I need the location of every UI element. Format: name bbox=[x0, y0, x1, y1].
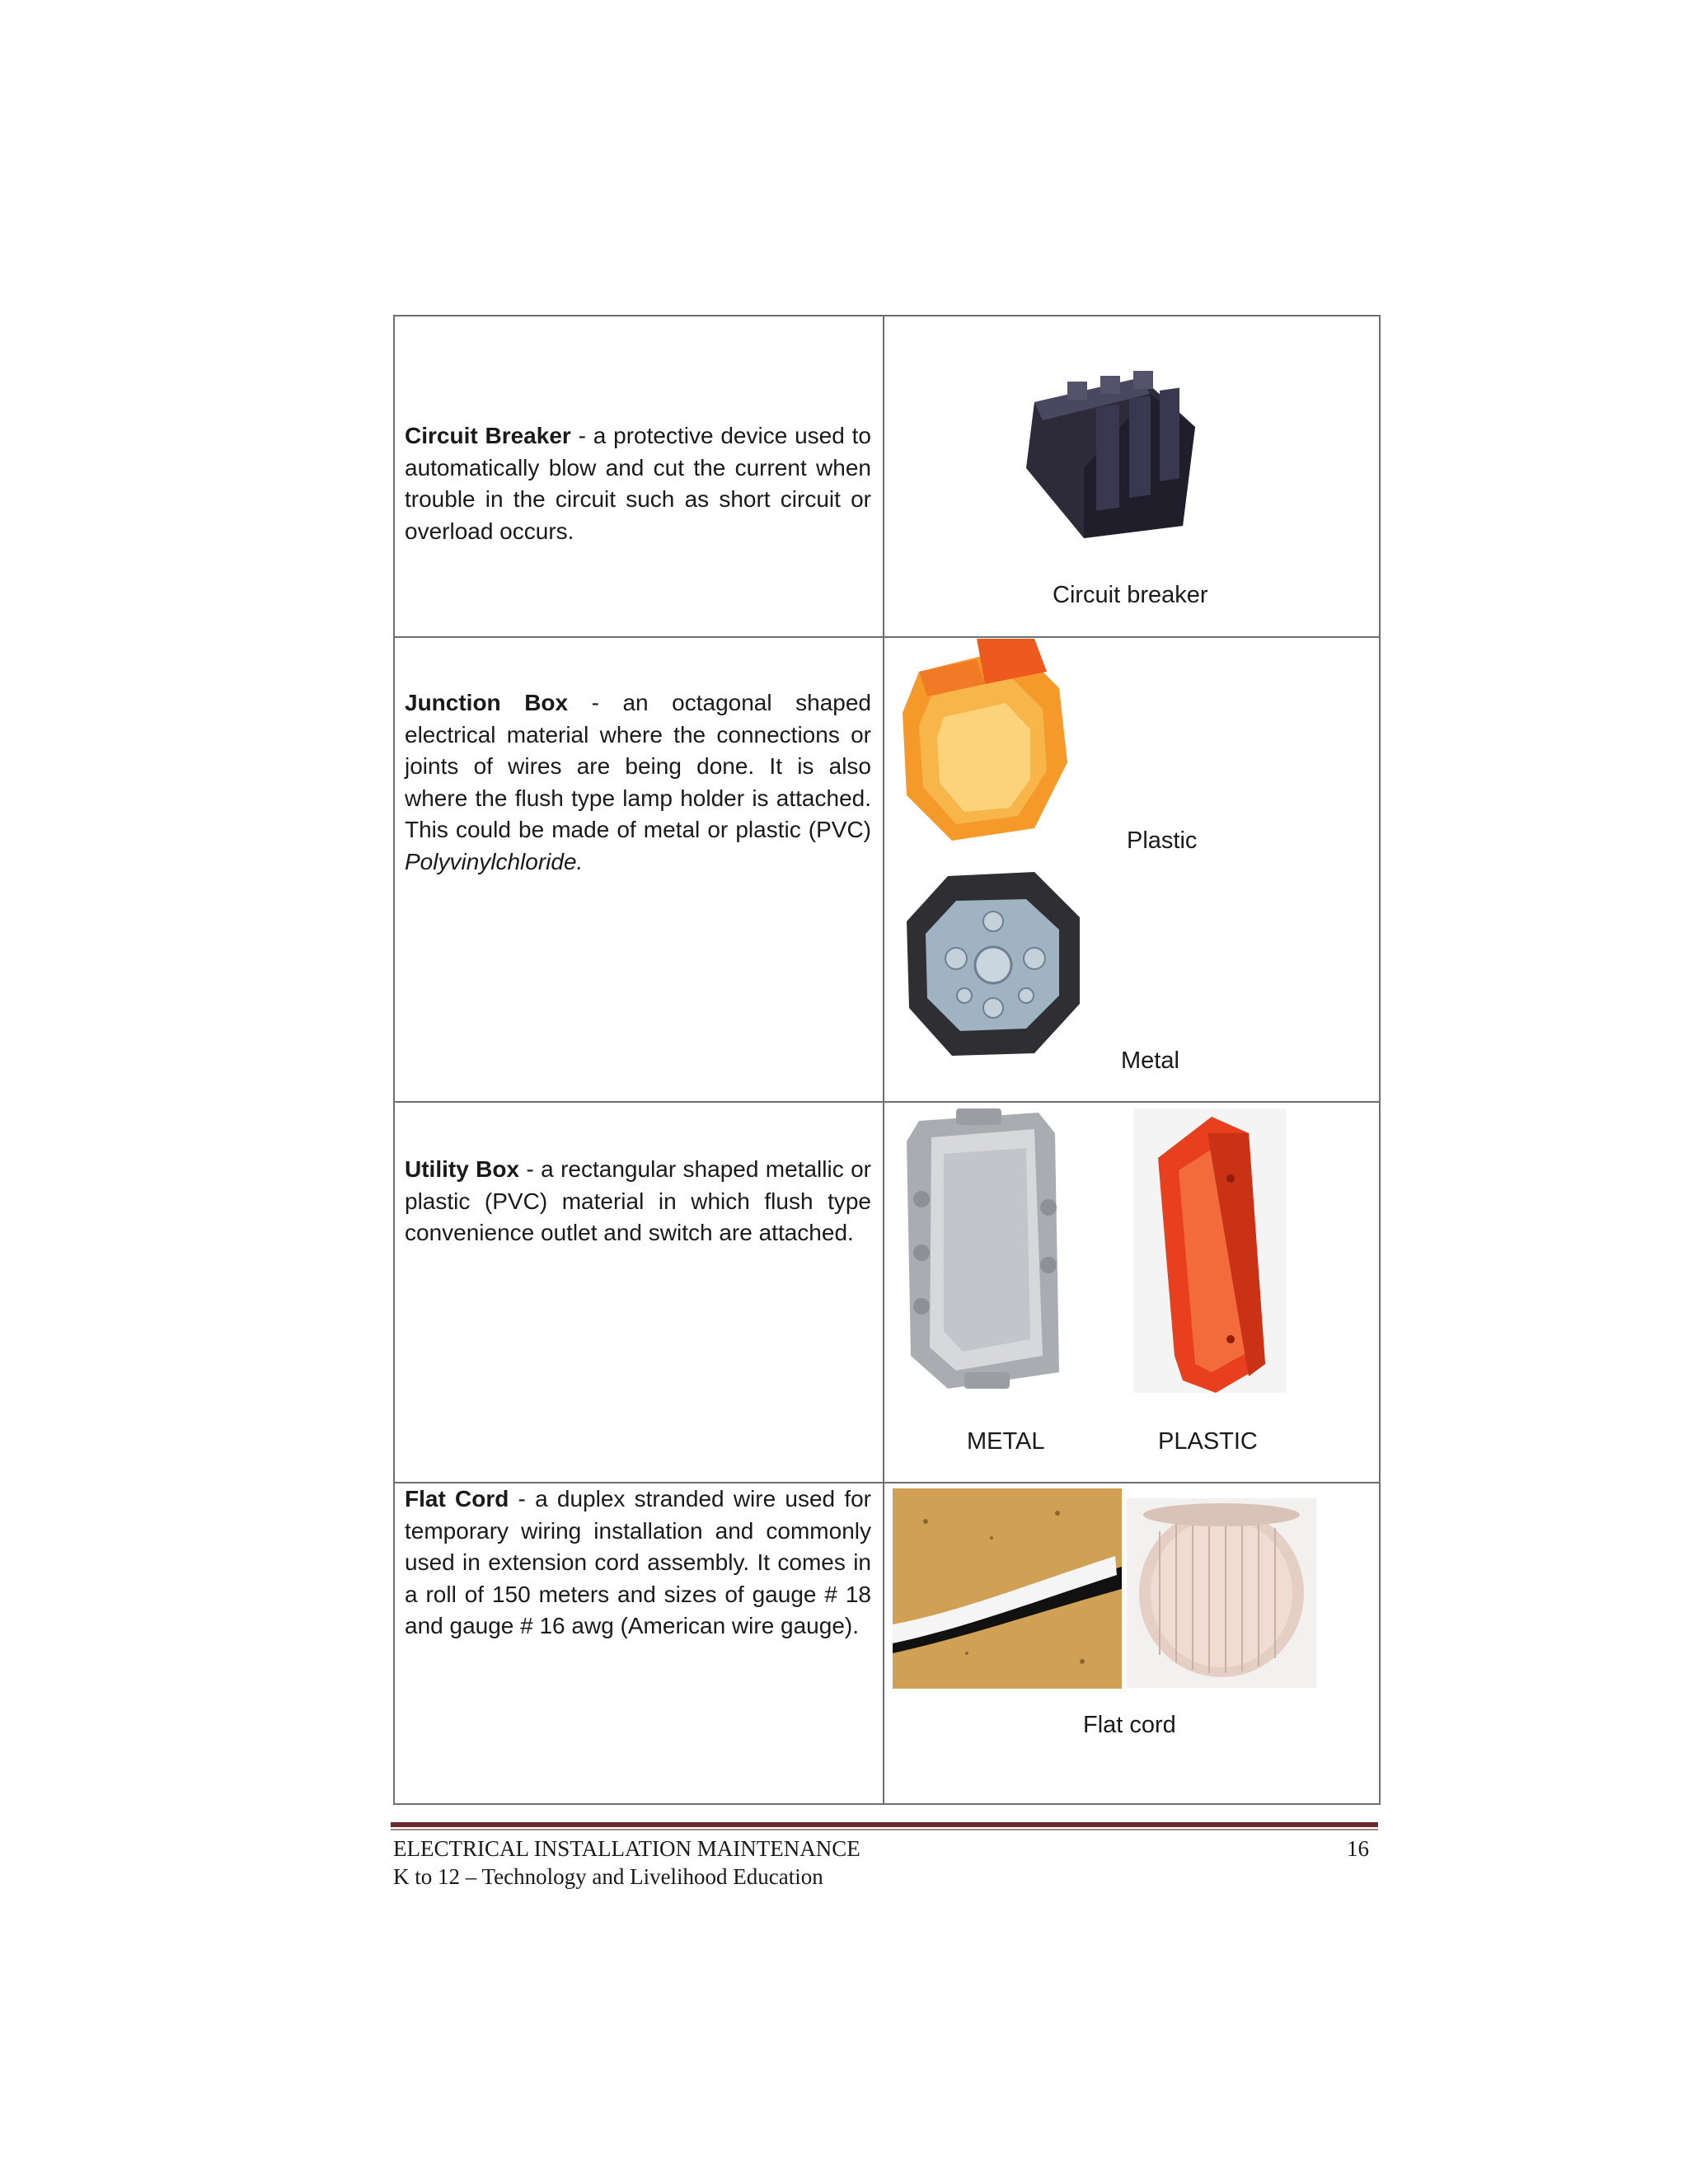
junction-box-description bbox=[405, 687, 871, 879]
junction-box-definition-italic: Polyvinylchloride. bbox=[405, 848, 584, 874]
footer-subtitle: K to 12 – Technology and Livelihood Education bbox=[393, 1864, 823, 1889]
plastic-utility-box-photo bbox=[1133, 1108, 1286, 1393]
utility-box-term: Utility Box bbox=[405, 1156, 520, 1182]
flat-cord-caption: Flat cord bbox=[1083, 1712, 1176, 1738]
metal-utility-box-photo bbox=[898, 1108, 1067, 1393]
utility-box-description bbox=[405, 1154, 871, 1249]
metal-junction-caption: Metal bbox=[1121, 1047, 1179, 1074]
row-divider bbox=[395, 636, 1379, 638]
footer-rule bbox=[391, 1822, 1378, 1827]
flat-cord-description bbox=[405, 1483, 871, 1643]
plastic-junction-caption: Plastic bbox=[1127, 827, 1198, 854]
column-divider bbox=[883, 316, 884, 1803]
circuit-breaker-caption: Circuit breaker bbox=[1053, 582, 1208, 608]
utility-box-definition: - a rectangular shaped metallic or plastic (PVC) material in which flush type convenience outlet and switch are attached. bbox=[405, 1156, 871, 1246]
flat-cord-photo bbox=[893, 1488, 1122, 1689]
metal-junction-box-photo bbox=[903, 868, 1088, 1057]
flat-cord-definition: - a duplex stranded wire used for temporary wiring installation and commonly used in extension cord assembly. It comes in a roll of 150 meters and sizes of gauge # 18 and gauge # 16 awg (American wire gauge). bbox=[405, 1486, 871, 1639]
footer-title: ELECTRICAL INSTALLATION MAINTENANCE bbox=[393, 1836, 860, 1861]
flat-cord-term: Flat Cord bbox=[405, 1486, 509, 1511]
row-divider bbox=[395, 1101, 1379, 1103]
plastic-utility-caption: PLASTIC bbox=[1158, 1428, 1258, 1455]
page-number: 16 bbox=[1347, 1836, 1369, 1861]
footer-rule-thin bbox=[391, 1829, 1378, 1830]
plastic-junction-box-photo bbox=[894, 639, 1084, 849]
circuit-breaker-definition: - a protective device used to automatically blow and cut the current when trouble in the circuit such as short circuit or overload occurs. bbox=[405, 423, 871, 544]
junction-box-definition: - an octagonal shaped electrical material where the connections or joints of wires are being done. It is also where the flush type lamp holder is attached. This could be made of metal or plastic (PVC) bbox=[405, 690, 871, 843]
circuit-breaker-photo bbox=[1018, 369, 1207, 542]
flat-cord-roll-photo bbox=[1127, 1498, 1316, 1688]
junction-box-term: Junction Box bbox=[405, 690, 569, 715]
circuit-breaker-term: Circuit Breaker bbox=[405, 423, 571, 448]
circuit-breaker-description bbox=[405, 420, 871, 547]
metal-utility-caption: METAL bbox=[967, 1428, 1045, 1455]
